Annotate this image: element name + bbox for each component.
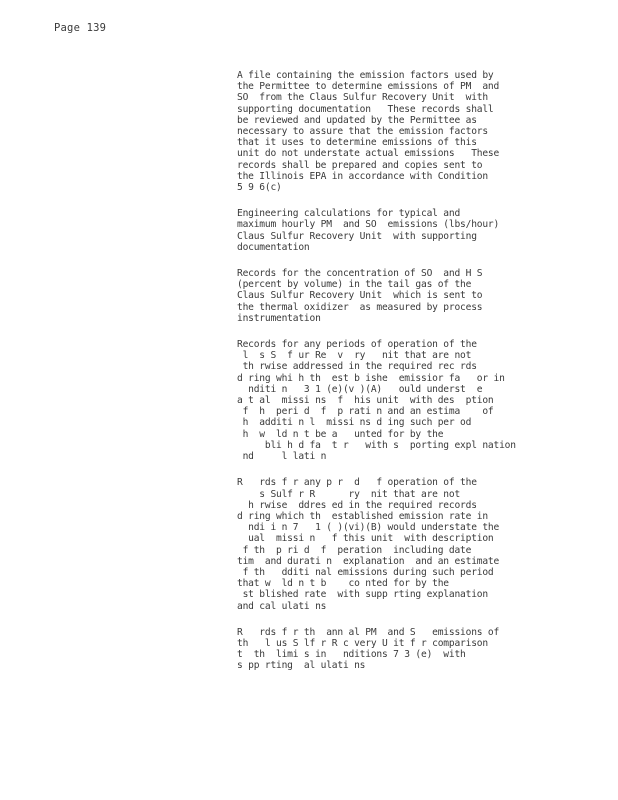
page-number-header: Page 139 — [54, 22, 107, 34]
record-requirements-list — [237, 70, 537, 687]
paragraph-operation-periods-factor: Records for any periods of operation of the l s S f ur Re v ry nit that are not th rwise addressed in the required rec rds d ring whi h th est b ishe emissior fa or in nditi n 3 1 (e)(v )(A) ould underst e a t al missi ns f his unit with des ption f h peri d f p rati n and an estima of h additi n l missi ns d ing such per od h w ld n t be a unted for by the bli h d fa t r with s porting expl nation nd l lati n — [237, 339, 516, 463]
paragraph-engineering-calculations: Engineering calculations for typical and maximum hourly PM and SO emissions (lbs/hour) Claus Sulfur Recovery Unit with supporting documentation — [237, 208, 500, 253]
paragraph-operation-periods-rate: R rds f r any p r d f operation of the s Sulf r R ry nit that are not h rwise ddres ed in the required records d ring which th established emission rate in ndi i n 7 1 ( )(vi)(B) would understate the ual missi n f this unit with description f th p ri d f peration including date tim and durati n explanation and an estimate f th dditi nal emissions during such period that w ld n t b co nted for by the st blished rate with supp rting explanation and cal ulati ns — [237, 477, 500, 612]
paragraph-tail-gas-concentration: Records for the concentration of SO and H S (percent by volume) in the tail gas of the Claus Sulfur Recovery Unit which is sent to the thermal oxidizer as measured by process instrumentation — [237, 268, 483, 324]
paragraph-emission-factors-file: A file containing the emission factors used by the Permittee to determine emissions of PM and SO from the Claus Sulfur Recovery Unit with supporting documentation These records shall be reviewed and updated by the Permittee as necessary to assure that the emission factors that it uses to determine emissions of this unit do not understate actual emissions These records shall be prepared and copies sent to the Illinois EPA in accordance with Condition 5 9 6(c) — [237, 70, 500, 194]
paragraph-annual-emissions: R rds f r th ann al PM and S emissions of th l us S lf r R c very U it f r comparison t th limi s in nditions 7 3 (e) with s pp rting al ulati ns — [237, 626, 500, 672]
